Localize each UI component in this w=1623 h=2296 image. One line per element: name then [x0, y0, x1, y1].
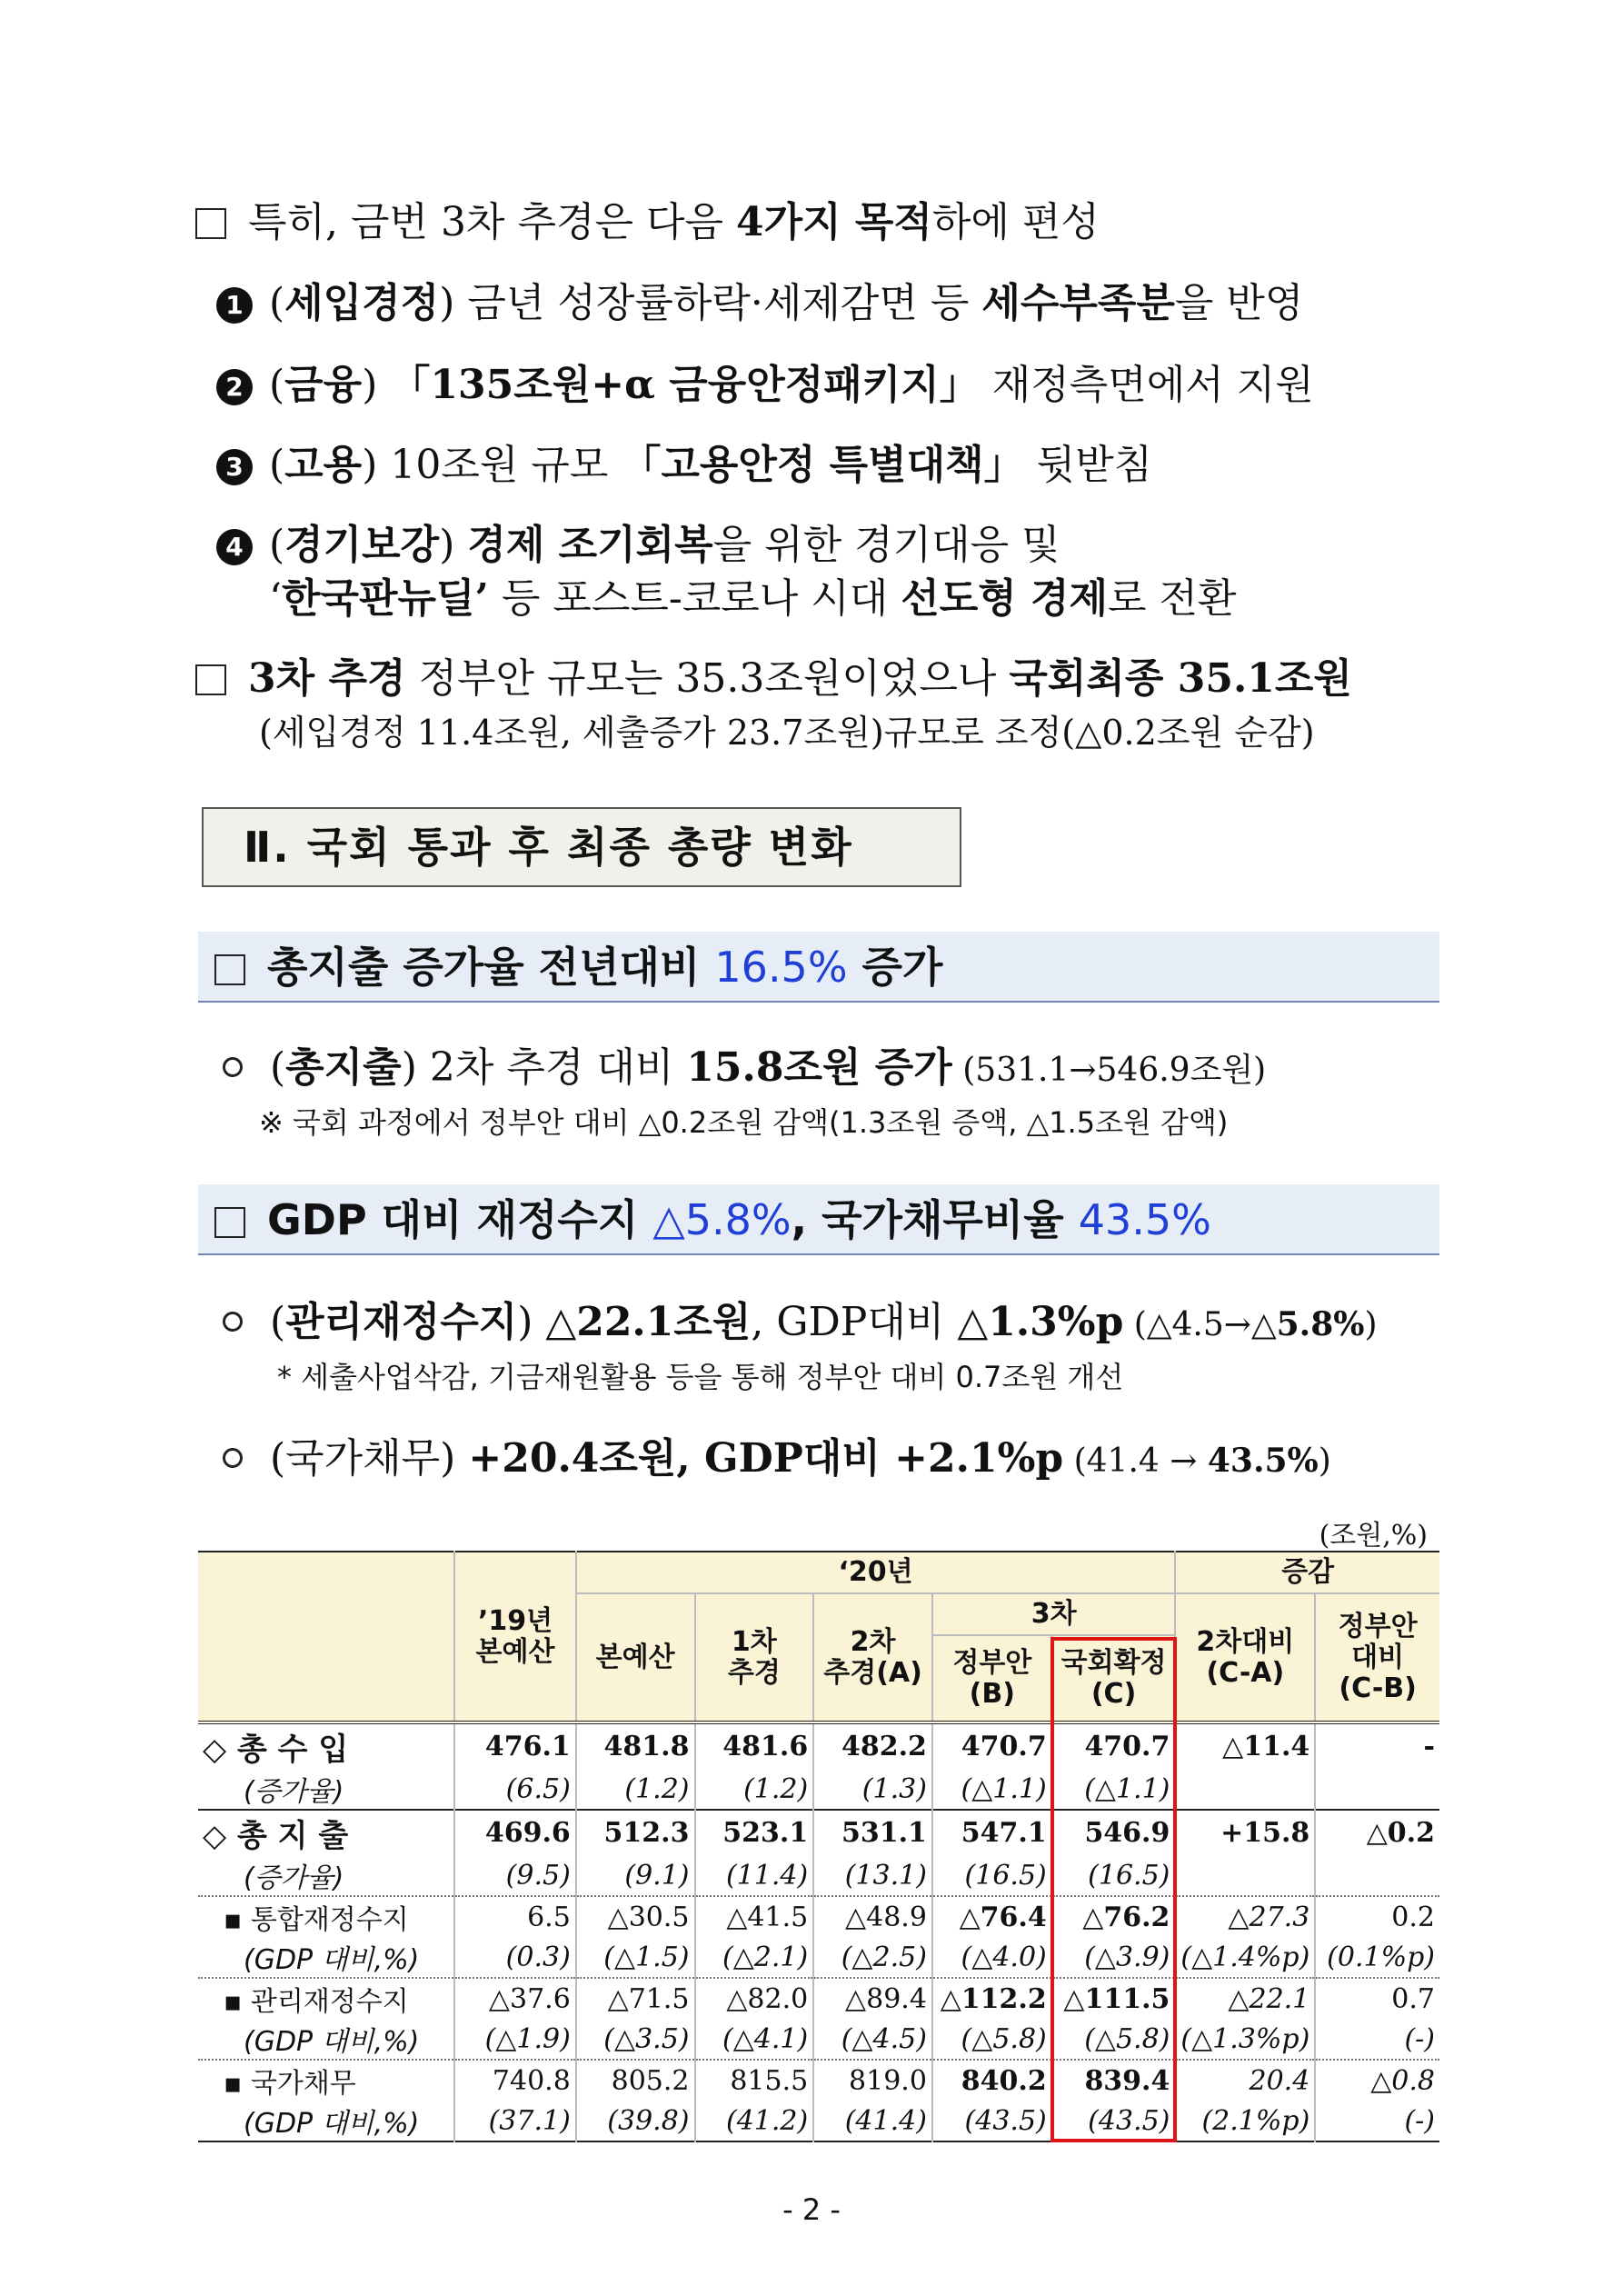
header-c-minus-a: 2차대비 (C-A) — [1175, 1593, 1315, 1722]
text-bold: △1.3%p — [957, 1299, 1124, 1345]
purpose-item-2 — [216, 352, 1461, 410]
text-highlight: 16.5% — [714, 943, 848, 992]
cell: 20.4 — [1175, 2060, 1315, 2101]
cell: △37.6 — [454, 1978, 576, 2019]
text: 을 반영 — [1174, 280, 1304, 326]
highlight-band-total-expense — [198, 932, 1439, 1003]
header-gov-proposal: 정부안 (B) — [932, 1635, 1052, 1722]
header-main-budget: 본예산 — [576, 1593, 695, 1722]
cell: (-) — [1315, 2101, 1439, 2141]
cell: 740.8 — [454, 2060, 576, 2101]
text: 등 포스트-코로나 시대 — [488, 575, 901, 622]
text: ( — [270, 1044, 286, 1091]
cell: 547.1 — [932, 1810, 1052, 1855]
text: 하에 편성 — [931, 199, 1100, 245]
cell: △82.0 — [695, 1978, 814, 2019]
text: 을 위한 경기대응 및 — [712, 522, 1060, 568]
cell: △27.3 — [1175, 1896, 1315, 1937]
cell — [1315, 1855, 1439, 1896]
cell: △0.2 — [1315, 1810, 1439, 1855]
cell: 469.6 — [454, 1810, 576, 1855]
text: ) 10조원 규모 — [362, 442, 622, 488]
cell: (43.5) — [932, 2101, 1052, 2141]
cell: △111.5 — [1052, 1978, 1176, 2019]
cell: (37.1) — [454, 2101, 576, 2141]
row-label: (GDP 대비,%) — [244, 1944, 420, 1976]
text-bold: 선도형 경제 — [901, 575, 1109, 622]
cell: 512.3 — [576, 1810, 695, 1855]
text: ) — [1364, 1306, 1378, 1343]
cell: (41.4) — [813, 2101, 932, 2141]
purpose-item-4-line-2 — [269, 565, 1514, 624]
text-bold: 세입경정 — [284, 280, 440, 326]
cell: (△1.5) — [576, 1937, 695, 1978]
text: ( — [270, 1299, 286, 1345]
text: 뒷받침 — [1023, 442, 1153, 488]
cell: 819.0 — [813, 2060, 932, 2101]
cell: △48.9 — [813, 1896, 932, 1937]
table-row — [198, 1810, 1439, 1855]
text-bold: 「고용안정 특별대책」 — [621, 442, 1024, 488]
table-row — [198, 1937, 1439, 1978]
text-bold: 국회최종 35.1조원 — [1009, 655, 1352, 702]
purpose-item-3 — [216, 432, 1461, 490]
cell: (0.1%p) — [1315, 1937, 1439, 1978]
cell: (9.1) — [576, 1855, 695, 1896]
text: ) — [517, 1299, 546, 1345]
text: ) — [1318, 1442, 1331, 1480]
cell: 546.9 — [1052, 1810, 1176, 1855]
text: ( — [269, 442, 285, 488]
text: ) — [362, 362, 391, 408]
intro-line-1 — [195, 189, 1440, 247]
table-row — [198, 2019, 1439, 2060]
cell: △76.2 — [1052, 1896, 1176, 1937]
cell: △76.4 — [932, 1896, 1052, 1937]
cell: +15.8 — [1175, 1810, 1315, 1855]
cell: (16.5) — [1052, 1855, 1176, 1896]
table-row — [198, 1896, 1439, 1937]
balance-line — [223, 1289, 1468, 1347]
text-highlight: 43.5% — [1078, 1195, 1211, 1244]
row-label: (증가율) — [244, 1862, 344, 1894]
cell: △11.4 — [1175, 1722, 1315, 1769]
text-bold: 43.5% — [1207, 1442, 1319, 1480]
cell: (△4.1) — [695, 2019, 814, 2060]
row-label: (GDP 대비,%) — [244, 2026, 420, 2058]
cell: 481.8 — [576, 1722, 695, 1769]
expense-line — [223, 1034, 1468, 1093]
header-c-minus-b: 정부안 대비 (C-B) — [1315, 1593, 1439, 1722]
text: 총지출 증가율 전년대비 — [267, 943, 715, 992]
cell: 531.1 — [813, 1810, 932, 1855]
header-2nd-supp: 2차 추경(A) — [813, 1593, 932, 1722]
text-bold: △22.1조원 — [545, 1299, 752, 1345]
circle-bullet-icon — [223, 1057, 243, 1077]
cell: 0.2 — [1315, 1896, 1439, 1937]
header-2020: ‘20년 — [576, 1552, 1176, 1593]
cell: (△1.9) — [454, 2019, 576, 2060]
text-bold: 경제 조기회복 — [467, 522, 713, 568]
cell: (39.8) — [576, 2101, 695, 2141]
cell — [1175, 1855, 1315, 1896]
cell: (△3.5) — [576, 2019, 695, 2060]
circle-bullet-icon — [223, 1448, 243, 1468]
text-bold: 「135조원+α 금융안정패키지」 — [390, 362, 980, 408]
cell: (△3.9) — [1052, 1937, 1176, 1978]
cell: 805.2 — [576, 2060, 695, 2101]
cell: △30.5 — [576, 1896, 695, 1937]
text-bold: 관리재정수지 — [285, 1299, 518, 1345]
number-1-icon: 1 — [216, 287, 253, 324]
text-bold: 한국판뉴딜’ — [282, 575, 489, 622]
number-4-icon: 4 — [216, 529, 253, 565]
text: 재정측면에서 지원 — [979, 362, 1314, 408]
cell: △89.4 — [813, 1978, 932, 2019]
header-national-assembly: 국회확정 (C) — [1052, 1635, 1176, 1722]
cell: (1.2) — [695, 1769, 814, 1810]
text: ) 2차 추경 대비 — [401, 1044, 687, 1091]
row-label: ◇ 총 수 입 — [198, 1722, 454, 1769]
row-label: (GDP 대비,%) — [244, 2108, 420, 2140]
text: ( — [269, 362, 285, 408]
text: (531.1→546.9조원) — [951, 1052, 1267, 1089]
cell: (△2.1) — [695, 1937, 814, 1978]
cell: 6.5 — [454, 1896, 576, 1937]
text: 로 전환 — [1108, 575, 1237, 622]
square-bullet-icon — [195, 664, 226, 695]
fiscal-summary-table — [198, 1551, 1439, 2142]
circle-bullet-icon — [223, 1312, 243, 1332]
text: , 국가채무비율 — [791, 1195, 1079, 1244]
table-row — [198, 1722, 1439, 1769]
text: (41.4 → — [1063, 1442, 1208, 1480]
text-bold: 15.8조원 증가 — [686, 1044, 952, 1091]
highlight-band-fiscal-balance — [198, 1184, 1439, 1255]
cell: 839.4 — [1052, 2060, 1176, 2101]
cell: (1.2) — [576, 1769, 695, 1810]
cell: 481.6 — [695, 1722, 814, 1769]
text-bold: +20.4조원, GDP대비 +2.1%p — [468, 1435, 1064, 1482]
row-label: (증가율) — [244, 1776, 344, 1808]
cell: (△1.1) — [932, 1769, 1052, 1810]
header-change: 증감 — [1175, 1552, 1439, 1593]
cell: (△5.8) — [1052, 2019, 1176, 2060]
text: ) — [439, 522, 468, 568]
purpose-item-1 — [216, 270, 1461, 328]
cell: △112.2 — [932, 1978, 1052, 2019]
cell: (△1.4%p) — [1175, 1937, 1315, 1978]
expense-note: ※ 국회 과정에서 정부안 대비 △0.2조원 감액(1.3조원 증액, △1.5조원 감액) — [259, 1105, 1229, 1140]
table-row — [198, 1978, 1439, 2019]
cell: (△1.1) — [1052, 1769, 1176, 1810]
cell: (△4.5) — [813, 2019, 932, 2060]
scale-line-2: (세입경정 11.4조원, 세출증가 23.7조원)규모로 조정(△0.2조원 순감) — [259, 713, 1315, 753]
cell: △41.5 — [695, 1896, 814, 1937]
square-bullet-icon — [214, 954, 245, 985]
row-label: ▪ 관리재정수지 — [198, 1978, 454, 2019]
square-bullet-icon — [214, 1207, 245, 1238]
cell: 815.5 — [695, 2060, 814, 2101]
text: ‘ — [269, 575, 282, 622]
text: ) 금년 성장률하락·세제감면 등 — [439, 280, 982, 326]
scale-line — [195, 645, 1440, 704]
row-label: ▪ 통합재정수지 — [198, 1896, 454, 1937]
cell: 840.2 — [932, 2060, 1052, 2101]
cell: (△1.3%p) — [1175, 2019, 1315, 2060]
header-blank — [198, 1552, 454, 1722]
page-number: - 2 - — [782, 2192, 841, 2227]
cell — [1315, 1769, 1439, 1810]
text-bold: △5.8% — [1250, 1305, 1365, 1343]
row-label: ▪ 국가채무 — [198, 2060, 454, 2101]
cell: (9.5) — [454, 1855, 576, 1896]
text: 정부안 규모는 35.3조원이었으나 — [405, 655, 1010, 702]
square-bullet-icon — [195, 208, 226, 239]
text: 증가 — [847, 943, 943, 992]
cell: 0.7 — [1315, 1978, 1439, 2019]
header-3rd-supp: 3차 — [932, 1593, 1175, 1635]
text-bold: 세수부족분 — [981, 280, 1175, 326]
row-label: ◇ 총 지 출 — [198, 1810, 454, 1855]
text: GDP 대비 재정수지 — [267, 1195, 653, 1244]
cell: (16.5) — [932, 1855, 1052, 1896]
cell: (11.4) — [695, 1855, 814, 1896]
cell — [1175, 1769, 1315, 1810]
table-row — [198, 2060, 1439, 2101]
cell: - — [1315, 1722, 1439, 1769]
cell: (1.3) — [813, 1769, 932, 1810]
cell: (2.1%p) — [1175, 2101, 1315, 2141]
header-1st-supp: 1차 추경 — [695, 1593, 814, 1722]
balance-note: * 세출사업삭감, 기금재원활용 등을 통해 정부안 대비 0.7조원 개선 — [277, 1360, 1124, 1394]
text: , GDP대비 — [751, 1299, 958, 1345]
cell: (△5.8) — [932, 2019, 1052, 2060]
text-bold: 고용 — [284, 442, 363, 488]
table-row — [198, 1769, 1439, 1810]
purpose-item-4 — [216, 512, 1461, 570]
text: (△4.5→ — [1123, 1306, 1251, 1343]
cell: △22.1 — [1175, 1978, 1315, 2019]
cell: △71.5 — [576, 1978, 695, 2019]
text-bold: 3차 추경 — [248, 655, 406, 702]
text-bold: 총지출 — [285, 1044, 402, 1091]
cell: (43.5) — [1052, 2101, 1176, 2141]
cell: (13.1) — [813, 1855, 932, 1896]
number-2-icon: 2 — [216, 369, 253, 405]
cell: 476.1 — [454, 1722, 576, 1769]
cell: (6.5) — [454, 1769, 576, 1810]
cell: 523.1 — [695, 1810, 814, 1855]
table-row — [198, 2101, 1439, 2141]
cell: (△4.0) — [932, 1937, 1052, 1978]
text-highlight: △5.8% — [652, 1195, 792, 1244]
cell: 470.7 — [932, 1722, 1052, 1769]
table-unit: (조원,%) — [1319, 1520, 1428, 1552]
cell: (41.2) — [695, 2101, 814, 2141]
text: (국가채무) — [270, 1435, 469, 1482]
cell: (-) — [1315, 2019, 1439, 2060]
text: ( — [269, 280, 285, 326]
text: ( — [269, 522, 285, 568]
table-row — [198, 1855, 1439, 1896]
cell: (0.3) — [454, 1937, 576, 1978]
text-bold: 경기보강 — [284, 522, 440, 568]
cell: (△2.5) — [813, 1937, 932, 1978]
header-2019: ’19년 본예산 — [454, 1552, 576, 1722]
cell: 482.2 — [813, 1722, 932, 1769]
highlight-box-national-assembly-column — [1050, 1637, 1178, 2142]
section-title: Ⅱ. 국회 통과 후 최종 총량 변화 — [202, 807, 961, 887]
text-bold: 금융 — [284, 362, 363, 408]
text-bold: 4가지 목적 — [735, 199, 932, 245]
cell: △0.8 — [1315, 2060, 1439, 2101]
text: 특히, 금번 3차 추경은 다음 — [248, 199, 736, 245]
number-3-icon: 3 — [216, 449, 253, 485]
debt-line — [223, 1425, 1468, 1483]
cell: 470.7 — [1052, 1722, 1176, 1769]
